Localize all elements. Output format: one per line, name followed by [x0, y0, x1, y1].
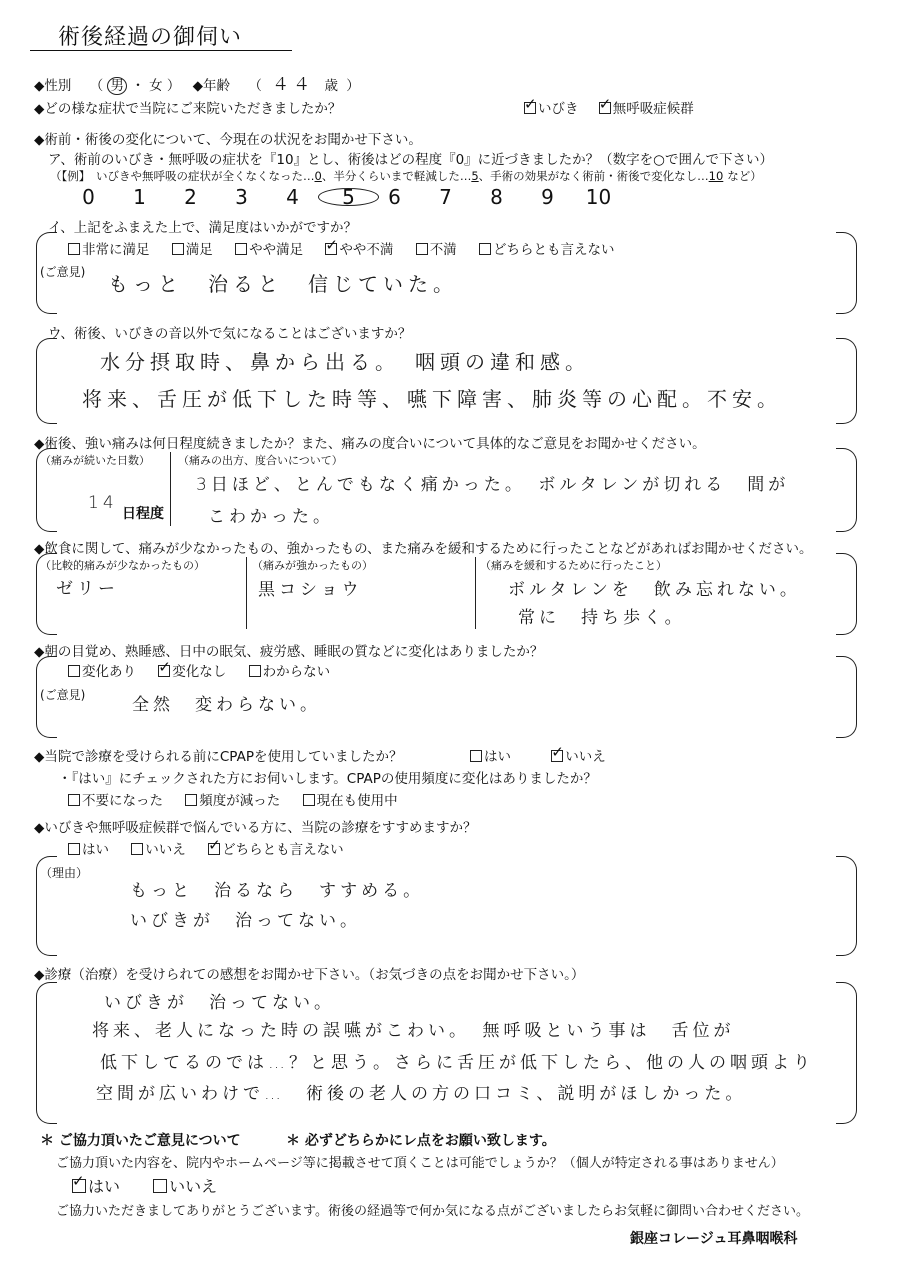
sleep-opinion[interactable]: 全然 変わらない。	[132, 695, 321, 715]
pain-detail-line-2[interactable]: こわかった。	[208, 507, 334, 527]
bracket-right	[836, 656, 857, 738]
checkbox[interactable]	[185, 794, 197, 806]
option-label: わからない	[262, 664, 331, 680]
impression-line-1[interactable]: いびきが 治ってない。	[104, 993, 335, 1013]
scale-9[interactable]: 9	[541, 185, 554, 209]
bracket-right	[836, 232, 857, 314]
bracket-right	[836, 448, 857, 532]
bracket-left	[36, 338, 57, 424]
option-label: 無呼吸症候群	[612, 101, 694, 117]
option-label: 満足	[185, 242, 213, 258]
checkbox[interactable]	[68, 665, 80, 677]
option-unknown[interactable]	[249, 664, 331, 680]
opinion-label: (ご意見)	[40, 688, 86, 702]
scale-2[interactable]: 2	[184, 185, 197, 209]
option-frequency-reduced[interactable]	[185, 793, 280, 809]
impression-line-4[interactable]: 空間が広いわけで… 術後の老人の方の口コミ、説明がほしかった。	[96, 1084, 747, 1104]
option-label: いびき	[538, 101, 579, 117]
checkbox[interactable]	[72, 1179, 86, 1193]
title-underline	[30, 50, 292, 51]
sleep-options	[68, 660, 348, 680]
scale-5-circled[interactable]	[318, 185, 369, 209]
option-yes[interactable]	[68, 842, 109, 858]
checkbox[interactable]	[416, 243, 428, 255]
footer-note-b: ＊ 必ずどちらかにレ点をお願い致します。	[286, 1133, 556, 1149]
option-neither[interactable]	[479, 242, 615, 258]
option-label: 不満	[429, 242, 457, 258]
impression-question: ◆診療（治療）を受けられての感想をお聞かせ下さい。（お気づきの点をお聞かせ下さい。）	[34, 967, 585, 983]
change-sub-a: ア、術前のいびき・無呼吸の症状を『10』とし、術後はどの程度『0』に近づきましたか？（数字を○で囲んで下さい）	[48, 152, 773, 168]
option-label: 変化なし	[172, 664, 227, 680]
option-label: どちらとも言えない	[492, 242, 615, 258]
age-value[interactable]: ４４	[272, 75, 315, 95]
example-10: 10	[708, 169, 724, 183]
checkbox[interactable]	[249, 665, 261, 677]
other-question: ウ、術後、いびきの音以外で気になることはございますか？	[48, 326, 412, 342]
food-question: ◆飲食に関して、痛みが少なかったもの、強かったもの、また痛みを緩和するために行ったことなどがあればお聞かせください。	[34, 541, 813, 557]
scale-3[interactable]: 3	[235, 185, 248, 209]
option-neither[interactable]	[208, 842, 344, 858]
option-dissatisfied[interactable]	[416, 242, 457, 258]
checkbox[interactable]	[479, 243, 491, 255]
scale-0[interactable]: 0	[82, 185, 95, 209]
scale-4[interactable]: 4	[286, 185, 299, 209]
food-strong-value[interactable]: 黒コショウ	[258, 580, 363, 600]
sex-female[interactable]: 女	[149, 78, 163, 94]
option-label: はい	[484, 749, 511, 765]
option-no-change[interactable]	[158, 664, 226, 680]
age-label: ◆年齢	[192, 78, 231, 94]
cpap-no-option[interactable]	[551, 749, 606, 765]
example-text: 、手術の効果がなく術前・術後で変化なし…	[478, 169, 709, 183]
paren-open: （	[248, 78, 262, 94]
satisfaction-question: イ、上記をふまえた上で、満足度はいかがですか？	[48, 220, 358, 236]
option-somewhat-dissatisfied[interactable]	[325, 242, 393, 258]
pain-days-label: （痛みが続いた日数）	[40, 454, 150, 467]
checkbox[interactable]	[235, 243, 247, 255]
food-strong-label: （痛みが強かったもの）	[252, 559, 373, 572]
symptom-question: ◆どの様な症状で当院にご来院いただきましたか？	[34, 101, 342, 117]
recommend-question: ◆いびきや無呼吸症候群で悩んでいる方に、当院の診療をすすめますか？	[34, 820, 477, 836]
sex-male-circled[interactable]: 男	[107, 77, 127, 95]
option-very-satisfied[interactable]	[68, 242, 150, 258]
permission-no-option[interactable]	[153, 1177, 217, 1196]
bracket-right	[836, 553, 857, 635]
scale-7[interactable]: 7	[439, 185, 452, 209]
other-line-2[interactable]: 将来、舌圧が低下した時等、嚥下障害、肺炎等の心配。不安。	[82, 387, 782, 411]
checkbox[interactable]	[68, 794, 80, 806]
scale-6[interactable]: 6	[388, 185, 401, 209]
pain-detail-label: （痛みの出方、度合いについて）	[178, 454, 343, 467]
reason-line-2[interactable]: いびきが 治ってない。	[130, 911, 361, 931]
option-label: 頻度が減った	[199, 793, 281, 809]
pain-detail-line-1[interactable]: 3日ほど、とんでもなく痛かった。 ボルタレンが切れる 間が	[196, 475, 790, 495]
satisfaction-options	[68, 238, 632, 258]
footer-note-a: ＊ ご協力頂いたご意見について	[40, 1133, 241, 1149]
pain-question: ◆術後、強い痛みは何日程度続きましたか？また、痛みの度合いについて具体的なご意見をお聞かせください。	[34, 436, 706, 452]
age-unit: 歳	[324, 78, 338, 94]
option-somewhat-satisfied[interactable]	[235, 242, 303, 258]
impression-line-3[interactable]: 低下してるのでは…？と思う。さらに舌圧が低下したら、他の人の咽頭より	[100, 1053, 814, 1073]
symptom-options	[524, 97, 694, 117]
checkbox[interactable]	[172, 243, 184, 255]
checkbox[interactable]	[208, 843, 220, 855]
option-label: やや不満	[339, 242, 394, 258]
sex-age-row	[34, 70, 360, 95]
bracket-left	[36, 982, 57, 1124]
reason-label: （理由）	[40, 866, 89, 880]
divider	[246, 557, 247, 629]
scale-10[interactable]: 10	[585, 185, 612, 209]
example-0: 0	[314, 169, 322, 183]
sleep-question: ◆朝の目覚め、熟睡感、日中の眠気、疲労感、睡眠の質などに変化はありましたか？	[34, 644, 544, 660]
option-label: どちらとも言えない	[222, 842, 344, 858]
divider	[170, 452, 171, 526]
pain-days-unit: 日程度	[122, 506, 164, 522]
clinic-name: 銀座コレージュ耳鼻咽喉科	[630, 1231, 798, 1247]
checkbox[interactable]	[599, 102, 611, 114]
paren-close: ）	[166, 78, 181, 94]
permission-yes-option[interactable]	[72, 1177, 120, 1196]
cpap-sub-question: ・『はい』にチェックされた方にお伺いします。CPAPの使用頻度に変化はありましたか？	[58, 771, 597, 787]
footer-permission: ご協力頂いた内容を、院内やホームページ等に掲載させて頂くことは可能でしょうか？（個人が特定される事はありません）	[56, 1156, 784, 1171]
impression-line-2[interactable]: 将来、老人になった時の誤嚥がこわい。 無呼吸という事は 舌位が	[92, 1021, 735, 1041]
scale-1[interactable]: 1	[133, 185, 146, 209]
symptom-snoring-option[interactable]	[524, 101, 579, 117]
option-changed[interactable]	[68, 664, 136, 680]
page-title: 術後経過の御伺い	[58, 25, 243, 50]
example-text: など）	[727, 169, 762, 183]
option-satisfied[interactable]	[172, 242, 213, 258]
rating-scale	[63, 185, 624, 209]
food-less-label: （比較的痛みが少なかったもの）	[40, 559, 205, 572]
cpap-sub-options	[68, 789, 416, 809]
divider	[475, 557, 476, 629]
option-label: 非常に満足	[82, 242, 150, 258]
scale-5-value: 5	[318, 188, 379, 206]
option-label: やや満足	[249, 242, 304, 258]
food-relief-label: （痛みを緩和するために行ったこと）	[480, 559, 667, 572]
reason-line-1[interactable]: もっと 治るなら すすめる。	[130, 881, 425, 901]
cpap-yes-option[interactable]	[470, 749, 511, 765]
paren-close: ）	[346, 78, 360, 94]
symptom-apnea-option[interactable]	[599, 101, 694, 117]
footer-options	[72, 1174, 217, 1197]
option-label: いいえ	[145, 842, 186, 858]
separator: ・	[131, 78, 145, 94]
pain-days-value[interactable]: 14	[88, 493, 118, 513]
bracket-right	[836, 338, 857, 424]
option-label: 不要になった	[82, 793, 163, 809]
checkbox[interactable]	[68, 243, 80, 255]
option-label: はい	[82, 842, 109, 858]
scale-8[interactable]: 8	[490, 185, 503, 209]
checkbox[interactable]	[158, 665, 170, 677]
satisfaction-opinion[interactable]: もっと 治ると 信じていた。	[108, 272, 458, 296]
option-still-using[interactable]	[303, 793, 398, 809]
example-text: 、半分くらいまで軽減した…	[321, 169, 472, 183]
example-text: （【例】 いびきや無呼吸の症状が全くなくなった…	[50, 169, 315, 183]
cpap-question: ◆当院で診療を受けられる前にCPAPを使用していましたか？	[34, 749, 403, 765]
checkbox[interactable]	[303, 794, 315, 806]
checkbox[interactable]	[325, 243, 337, 255]
option-label: 変化あり	[82, 664, 136, 680]
other-line-1[interactable]: 水分摂取時、鼻から出る。 咽頭の違和感。	[100, 350, 590, 374]
change-example	[50, 168, 762, 184]
food-relief-line-1[interactable]: ボルタレンを 飲み忘れない。	[508, 580, 801, 600]
option-label: 現在も使用中	[316, 793, 398, 809]
option-no[interactable]	[131, 842, 186, 858]
option-label: いいえ	[169, 1177, 218, 1196]
option-no-longer-needed[interactable]	[68, 793, 163, 809]
checkbox[interactable]	[153, 1179, 167, 1193]
checkbox[interactable]	[131, 843, 143, 855]
sex-label: ◆性別	[34, 78, 72, 94]
opinion-label: (ご意見)	[40, 265, 86, 279]
checkbox[interactable]	[470, 750, 482, 762]
food-relief-line-2[interactable]: 常に 持ち歩く。	[518, 608, 686, 628]
food-less-value[interactable]: ゼリー	[56, 579, 119, 599]
option-label: いいえ	[565, 749, 606, 765]
bracket-right	[836, 856, 857, 956]
change-question: ◆術前・術後の変化について、今現在の状況をお聞かせ下さい。	[34, 132, 422, 148]
paren-open: （	[89, 78, 104, 94]
cpap-options	[470, 745, 606, 765]
recommend-options	[68, 838, 362, 858]
footer-thanks: ご協力いただきましてありがとうございます。術後の経過等で何か気になる点がございましたらお気軽に御問い合わせください。	[56, 1204, 809, 1219]
checkbox[interactable]	[68, 843, 80, 855]
checkbox[interactable]	[551, 750, 563, 762]
bracket-right	[836, 982, 857, 1124]
option-label: はい	[88, 1177, 121, 1196]
example-5: 5	[471, 169, 479, 183]
checkbox[interactable]	[524, 102, 536, 114]
